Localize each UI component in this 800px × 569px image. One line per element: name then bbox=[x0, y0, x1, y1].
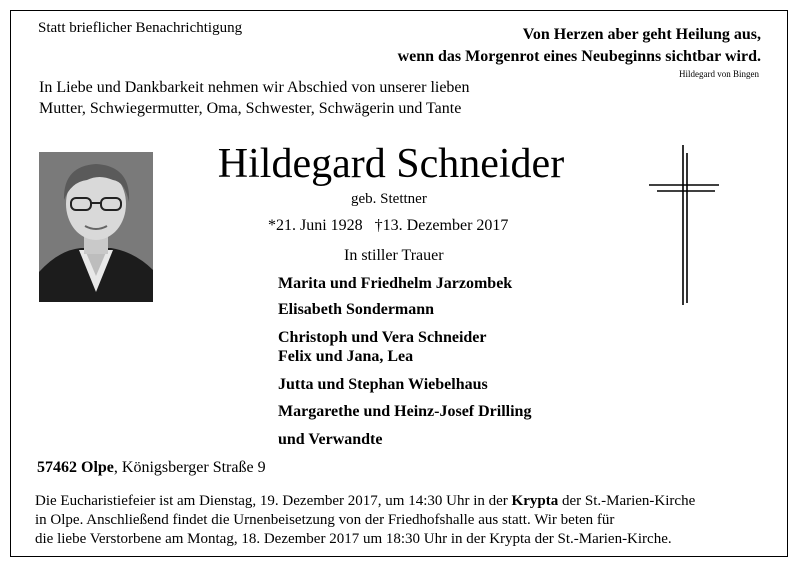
cross-icon bbox=[649, 145, 719, 305]
quote-author: Hildegard von Bingen bbox=[679, 69, 759, 79]
ceremony-line-1-a: Die Eucharistiefeier ist am Dienstag, 19. Dezember 2017, um 14:30 Uhr in der bbox=[35, 493, 512, 509]
address-street: , Königsberger Straße 9 bbox=[113, 459, 266, 476]
mourner-1: Marita und Friedhelm Jarzombek bbox=[278, 275, 513, 292]
life-dates-text: *21. Juni 1928 †13. Dezember 2017 bbox=[268, 217, 509, 234]
address-city: 57462 Olpe bbox=[37, 459, 114, 476]
quote-line-2: wenn das Morgenrot eines Neubeginns sichtbar wird. bbox=[397, 48, 761, 65]
mourner-5: Jutta und Stephan Wiebelhaus bbox=[278, 376, 488, 393]
ceremony-line-1 bbox=[35, 493, 695, 510]
mourner-2: Elisabeth Sondermann bbox=[278, 301, 435, 318]
mourner-3: Christoph und Vera Schneider bbox=[278, 329, 487, 346]
birth-name: geb. Stettner bbox=[351, 191, 427, 207]
intro-line-1: In Liebe und Dankbarkeit nehmen wir Abschied von unserer lieben bbox=[39, 79, 470, 96]
ceremony-line-3: die liebe Verstorbene am Montag, 18. Dezember 2017 um 18:30 Uhr in der Krypta der St.-Marien-Kirche. bbox=[35, 531, 672, 547]
mourner-6: Margarethe und Heinz-Josef Drilling bbox=[278, 403, 532, 420]
ceremony-crypt: Krypta bbox=[511, 493, 559, 509]
mourner-4: Felix und Jana, Lea bbox=[278, 348, 414, 365]
life-dates bbox=[268, 217, 508, 235]
quote-line-1: Von Herzen aber geht Heilung aus, bbox=[522, 26, 761, 43]
ceremony-line-1-b: der St.-Marien-Kirche bbox=[558, 493, 696, 509]
mourner-7: und Verwandte bbox=[278, 431, 383, 448]
deceased-name-text: Hildegard Schneider bbox=[217, 141, 565, 187]
intro-line-2: Mutter, Schwiegermutter, Oma, Schwester, Schwägerin und Tante bbox=[39, 100, 462, 117]
address bbox=[37, 459, 266, 477]
ceremony-line-2: in Olpe. Anschließend findet die Urnenbeisetzung von der Friedhofshalle aus statt. Wir beten für bbox=[35, 512, 615, 528]
mourning-heading: In stiller Trauer bbox=[344, 247, 444, 264]
notification-header: Statt brieflicher Benachrichtigung bbox=[38, 20, 243, 36]
